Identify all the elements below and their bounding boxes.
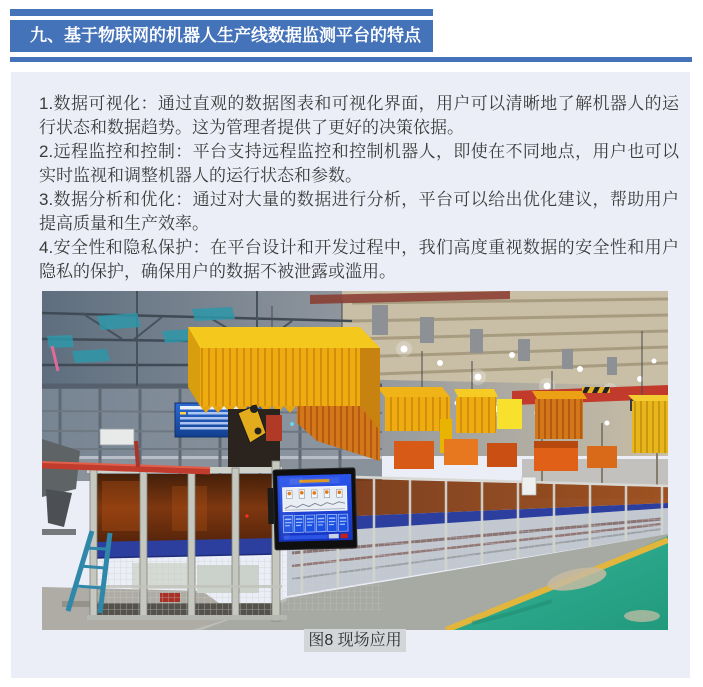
header-divider-line	[10, 57, 692, 62]
figure-caption	[42, 629, 668, 652]
header-accent-bar	[10, 9, 433, 16]
feature-paragraph-1: 1.数据可视化：通过直观的数据图表和可视化界面，用户可以清晰地了解机器人的运行状态和数据趋势。这为管理者提供了更好的决策依据。	[39, 94, 679, 137]
feature-paragraph-2: 2.远程监控和控制：平台支持远程监控和控制机器人，即使在不同地点，用户也可以实时监视和调整机器人的运行状态和参数。	[39, 142, 679, 185]
feature-paragraph-3: 3.数据分析和优化：通过对大量的数据进行分析，平台可以给出优化建议，帮助用户提高质量和生产效率。	[39, 190, 679, 233]
figure-image	[42, 291, 668, 630]
feature-list	[39, 92, 679, 284]
scada-screen	[267, 468, 357, 550]
factory-photo-svg	[42, 291, 668, 630]
feature-paragraph-4: 4.安全性和隐私保护：在平台设计和开发过程中，我们高度重视数据的安全性和用户隐私的保护，确保用户的数据不被泄露或滥用。	[39, 238, 679, 281]
section-header	[10, 20, 433, 52]
content-panel	[11, 72, 690, 678]
gray-hopper	[42, 439, 80, 535]
section-title: 九、基于物联网的机器人生产线数据监测平台的特点	[30, 26, 421, 45]
figure-caption-text: 图8 现场应用	[304, 629, 405, 652]
